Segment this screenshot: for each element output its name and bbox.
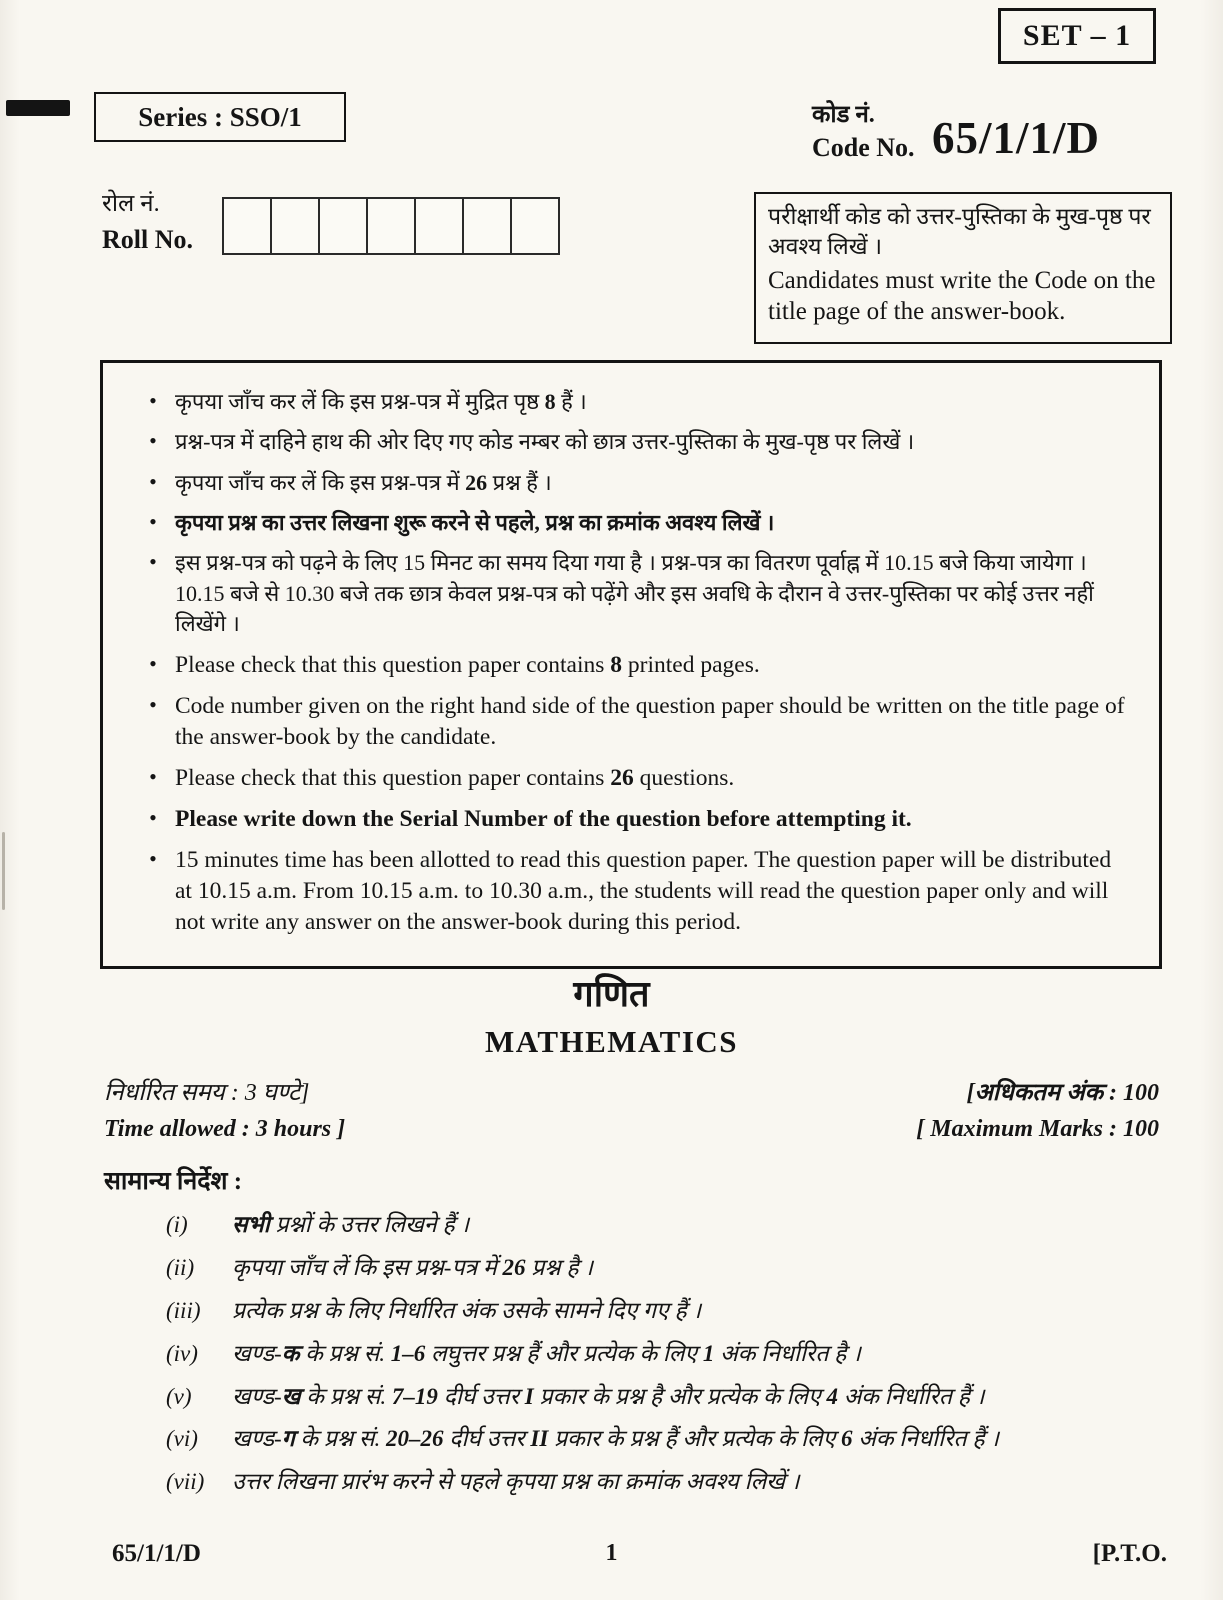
instruction-item [131, 548, 1133, 639]
instruction-text: उत्तर लिखना प्रारंभ करने से पहले कृपया प्रश्न का क्रमांक अवश्य लिखें । [232, 1469, 800, 1495]
instruction-text: खण्ड-क के प्रश्न सं. 1–6 लघुत्तर प्रश्न हैं और प्रत्येक के लिए 1 अंक निर्धारित है । [232, 1340, 861, 1366]
bullet-icon: • [149, 763, 157, 789]
instruction-text: Please write down the Serial Number of the question before attempting it. [175, 805, 912, 832]
instruction-text: कृपया जाँच लें कि इस प्रश्न-पत्र में 26 प्रश्न है । [232, 1254, 594, 1280]
instruction-item [131, 845, 1133, 938]
bullet-icon: • [149, 509, 157, 535]
instruction-text: खण्ड-ख के प्रश्न सं. 7–19 दीर्घ उत्तर I प्रकार के प्रश्न है और प्रत्येक के लिए 4 अंक निर्धारित हैं । [232, 1383, 985, 1409]
instruction-text: Code number given on the right hand side of the question paper should be written on the title page of the answer-book by the candidate. [175, 692, 1125, 750]
roll-no-label-hindi: रोल नं. [102, 191, 160, 217]
general-instruction-item [166, 1210, 1146, 1240]
page-number: 1 [605, 1540, 618, 1566]
instructions-box [100, 360, 1162, 969]
instruction-item [131, 804, 1133, 835]
instruction-number: (v) [166, 1383, 192, 1409]
subject-title-hindi: गणित [573, 974, 650, 1014]
series-label: Series : SSO/1 [138, 101, 302, 132]
bullet-icon: • [149, 549, 157, 575]
instruction-item [131, 650, 1133, 681]
code-number-value: 65/1/1/D [932, 113, 1101, 163]
subject-title-english: MATHEMATICS [484, 1024, 739, 1059]
pto-label: [P.T.O. [1092, 1540, 1167, 1567]
roll-digit-cell [366, 197, 416, 255]
instruction-text: कृपया जाँच कर लें कि इस प्रश्न-पत्र में मुद्रित पृष्ठ 8 हैं । [175, 389, 587, 414]
bullet-icon: • [149, 650, 157, 676]
instruction-item [131, 427, 1133, 457]
instruction-number: (vii) [166, 1469, 205, 1495]
code-notice-box [754, 192, 1172, 344]
set-number-label: SET – 1 [1022, 19, 1132, 52]
scan-artifact-line [2, 832, 5, 910]
general-instruction-item [166, 1339, 1146, 1369]
code-no-label-hindi: कोड नं. [812, 102, 875, 128]
roll-digit-cell [510, 197, 560, 255]
roll-no-labels [102, 188, 193, 258]
instruction-text: 15 minutes time has been allotted to read this question paper. The question paper will be distributed at 10.15 a.m. From 10.15 a.m. to 10.30 a.m., the students will read the question paper only and will not write any answer on the answer-book during this period. [175, 846, 1112, 935]
instruction-item [131, 691, 1133, 753]
instruction-item [131, 468, 1133, 498]
instruction-number: (iv) [166, 1340, 198, 1366]
general-instruction-item [166, 1296, 1146, 1326]
instruction-text: Please check that this question paper contains 26 questions. [175, 764, 735, 791]
time-allowed [104, 1075, 345, 1147]
code-notice-hindi: परीक्षार्थी कोड को उत्तर-पुस्तिका के मुख-पृष्ठ पर अवश्य लिखें । [768, 204, 1151, 260]
instruction-text: कृपया जाँच कर लें कि इस प्रश्न-पत्र में 26 प्रश्न हैं । [175, 469, 552, 495]
time-allowed-hindi: निर्धारित समय : 3 घण्टे] [104, 1080, 310, 1106]
set-number-box [998, 8, 1156, 64]
instruction-text: खण्ड-ग के प्रश्न सं. 20–26 दीर्घ उत्तर II प्रकार के प्रश्न हैं और प्रत्येक के लिए 6 अंक निर्धारित हैं । [232, 1426, 1000, 1452]
scan-artifact-dash [6, 100, 70, 116]
bullet-icon: • [149, 388, 157, 413]
roll-no-label-english: Roll No. [102, 224, 193, 254]
general-instruction-item [166, 1382, 1146, 1412]
maximum-marks-hindi: [अधिकतम अंक : 100 [966, 1080, 1159, 1106]
instruction-text: प्रत्येक प्रश्न के लिए निर्धारित अंक उसके सामने दिए गए हैं । [232, 1297, 702, 1323]
bullet-icon: • [149, 468, 157, 494]
maximum-marks-english: [ Maximum Marks : 100 [916, 1116, 1159, 1142]
roll-digit-cell [222, 197, 272, 255]
bullet-icon: • [149, 845, 157, 871]
general-instructions-heading: सामान्य निर्देश : [104, 1168, 243, 1195]
instruction-number: (ii) [166, 1254, 195, 1280]
instruction-text: इस प्रश्न-पत्र को पढ़ने के लिए 15 मिनट का समय दिया गया है । प्रश्न-पत्र का वितरण पूर्वाह्न में 10.15 बजे किया जायेगा । 10.15 बजे से 10.30 बजे तक छात्र केवल प्रश्न-पत्र को पढ़ेंगे और इस अवधि के दौरान वे उत्तर-पुस्तिका पर कोई उत्तर नहीं लिखेंगे । [175, 550, 1094, 637]
maximum-marks [916, 1075, 1159, 1147]
instruction-number: (vi) [166, 1426, 198, 1452]
bullet-icon: • [149, 804, 157, 830]
bullet-icon: • [149, 691, 157, 717]
instruction-item [131, 763, 1133, 794]
code-no-label-english: Code No. [812, 133, 915, 163]
series-box [94, 92, 346, 142]
instruction-number: (i) [166, 1212, 188, 1237]
instruction-item [131, 508, 1133, 538]
instruction-item [131, 387, 1133, 417]
code-no-labels [812, 100, 915, 165]
time-allowed-english: Time allowed : 3 hours ] [104, 1116, 346, 1142]
instruction-text: सभी प्रश्नों के उत्तर लिखने हैं । [232, 1212, 470, 1237]
instruction-text: Please check that this question paper contains 8 printed pages. [175, 651, 760, 678]
roll-number-boxes [222, 197, 560, 255]
general-instruction-item [166, 1467, 1146, 1497]
general-instruction-item [166, 1253, 1146, 1283]
code-notice-english: Candidates must write the Code on the title page of the answer-book. [768, 266, 1156, 326]
roll-digit-cell [318, 197, 368, 255]
bullet-icon: • [149, 428, 157, 454]
instruction-list [131, 387, 1133, 938]
instruction-text: प्रश्न-पत्र में दाहिने हाथ की ओर दिए गए कोड नम्बर को छात्र उत्तर-पुस्तिका के मुख-पृष्ठ पर लिखें । [175, 429, 915, 455]
footer-code-number: 65/1/1/D [112, 1540, 201, 1567]
general-instruction-item [166, 1424, 1146, 1454]
instruction-text: कृपया प्रश्न का उत्तर लिखना शुरू करने से पहले, प्रश्न का क्रमांक अवश्य लिखें । [175, 510, 775, 536]
roll-digit-cell [270, 197, 320, 255]
general-instructions-list [166, 1210, 1146, 1510]
instruction-number: (iii) [166, 1297, 201, 1323]
roll-digit-cell [462, 197, 512, 255]
roll-digit-cell [414, 197, 464, 255]
